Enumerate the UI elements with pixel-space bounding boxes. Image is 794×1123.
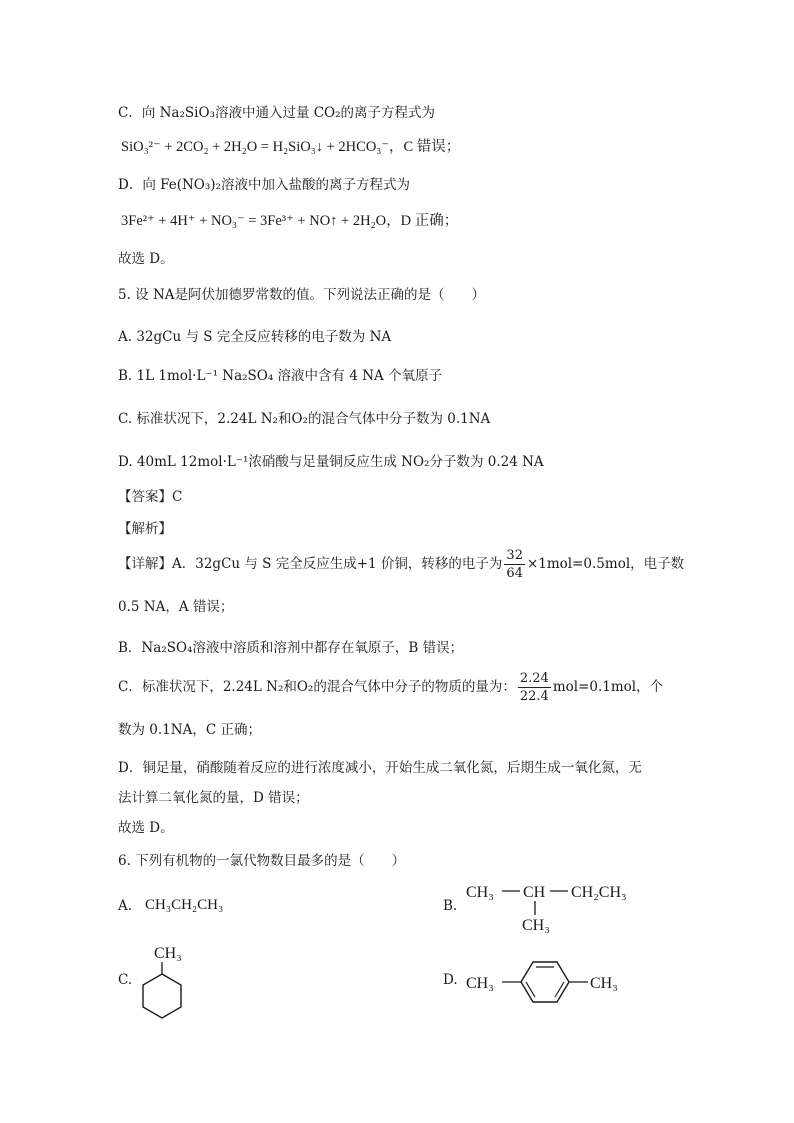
b-ch: CH [523,884,546,901]
d-ch3-left: CH₃ [466,975,494,992]
q5-detail-b: B．Na₂SO₄溶液中溶质和溶剂中都存在氧原子，B 错误； [118,640,464,656]
q5-option-b: B. 1L 1mol·L⁻¹ Na₂SO₄ 溶液中含有 4 NA 个氧原子 [118,368,443,384]
fraction-numerator: 32 [506,548,523,563]
q5-option-a: A. 32gCu 与 S 完全反应转移的电子数为 NA [118,329,392,345]
q4-d-equation-body: 3Fe²⁺ + 4H⁺ + NO₃⁻ = 3Fe³⁺ + NO↑ + 2H₂O [121,213,387,229]
q5-detail-c [118,670,663,705]
q5-detail-a-cont: 0.5 NA，A 错误； [118,599,234,615]
q6-option-c-structure [136,940,216,1022]
q4-option-d-equation [121,211,458,231]
q5-detail-c-result: mol=0.1mol，个 [552,679,664,695]
b-ch3-left: CH₃ [466,884,494,901]
q5-detail-a-fraction [504,547,525,582]
q4-c-verdict: ，C 错误； [389,139,461,155]
q6-option-d-structure [464,954,634,1010]
fraction-denominator: 22.4 [519,689,549,704]
b-ch2ch3: CH₂CH₃ [571,884,627,901]
d-ch3-right: CH₃ [590,975,618,992]
fraction-denominator: 64 [506,566,523,581]
q5-detail-c-cont: 数为 0.1NA，C 正确； [118,722,261,738]
q6-option-c-label: C. [118,972,133,988]
q5-detail-c-text: C．标准状况下，2.24L N₂和O₂的混合气体中分子的物质的量为： [118,679,516,695]
q4-choice: 故选 D。 [118,251,174,267]
q5-stem: 5. 设 NA是阿伏加德罗常数的值。下列说法正确的是（ ） [118,287,486,303]
q5-detail-d: D．铜足量，硝酸随着反应的进行浓度减小，开始生成二氧化氮，后期生成一氧化氮，无 [118,760,642,776]
q6-option-a-label: A. [118,898,133,914]
q6-option-d-label: D. [443,972,458,988]
q4-option-c-text: C．向 Na₂SiO₃溶液中通入过量 CO₂的离子方程式为 [118,105,436,121]
q6-option-a-formula: CH₃CH₂CH₃ [145,897,224,913]
q6-stem: 6. 下列有机物的一氯代物数目最多的是（ ） [118,853,406,869]
q5-option-c: C. 标准状况下，2.24L N₂和O₂的混合气体中分子数为 0.1NA [118,411,491,427]
c-cyclohexane-ring [143,974,181,1018]
q5-answer: 【答案】C [118,489,183,505]
q5-detail-a [118,547,684,582]
q5-detail-d-cont: 法计算二氧化氮的量，D 错误； [118,790,309,806]
d-double-bond-3 [526,982,535,997]
d-double-bond-2 [555,982,564,997]
fraction-numerator: 2.24 [519,671,549,686]
q5-detail-a-result: ×1mol=0.5mol，电子数 [526,556,685,572]
q5-detail-c-fraction [518,670,551,705]
c-ch3: CH₃ [154,945,182,962]
q5-option-d: D. 40mL 12mol·L⁻¹浓硝酸与足量铜反应生成 NO₂分子数为 0.24 NA [118,454,544,470]
q6-option-b-label: B. [443,898,458,914]
b-ch3-down: CH₃ [522,917,550,934]
q4-c-equation-body: SiO₃²⁻ + 2CO₂ + 2H₂O = H₂SiO₃↓ + 2HCO₃⁻ [121,139,389,155]
q4-option-c-equation [121,137,460,157]
q5-detail-a-text: 【详解】A．32gCu 与 S 完全反应生成+1 价铜，转移的电子为 [118,556,503,572]
q5-choice: 故选 D。 [118,820,174,836]
q5-analysis-heading: 【解析】 [118,521,172,537]
q4-option-d-text: D．向 Fe(NO₃)₂溶液中加入盐酸的离子方程式为 [118,177,410,193]
q6-option-b-structure [460,874,660,938]
d-benzene-ring [521,962,569,1002]
q4-d-verdict: ，D 正确； [386,213,459,229]
